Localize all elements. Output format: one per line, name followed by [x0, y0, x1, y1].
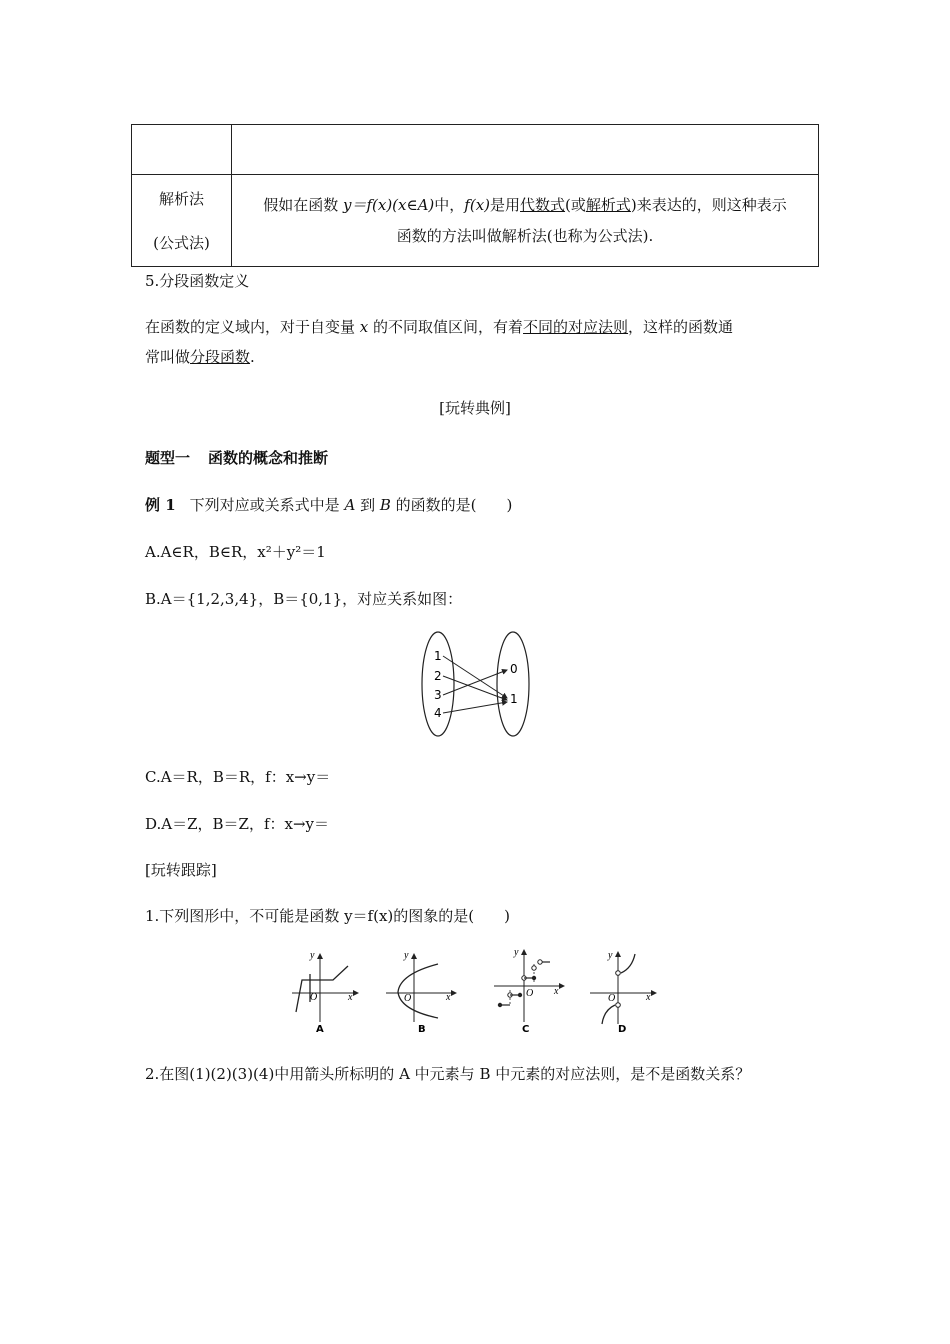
open-point [616, 971, 621, 976]
table-cell-empty-left [132, 125, 232, 175]
mapping-diagram [415, 628, 535, 740]
axis-x-label: x [646, 992, 651, 1003]
axis-y-label: y [608, 950, 613, 961]
graph-c [494, 947, 564, 1035]
graph-d-upper-curve [621, 954, 635, 973]
axis-y-label: y [310, 950, 315, 961]
graph-d [590, 950, 656, 1035]
label-line1: 解析法 [158, 189, 204, 208]
underlined-term: 代数式 [520, 195, 566, 214]
origin-label: O [526, 988, 534, 999]
analytic-method-label [132, 175, 232, 267]
tracking-section-title: [玩转跟踪] [145, 861, 217, 879]
table-row-analytic [132, 175, 819, 267]
open-point [532, 966, 536, 970]
piecewise-definition-line1: 在函数的定义域内，对于自变量 x 的不同取值区间，有着不同的对应法则，这样的函数通 [145, 318, 734, 336]
graph-a [292, 950, 358, 1035]
graph-b [386, 950, 456, 1035]
formula-y-fx: y＝f(x)(x∈A) [342, 195, 435, 214]
set-a-ellipse [422, 632, 454, 736]
closed-point [532, 976, 536, 980]
type1-heading: 题型一 函数的概念和推断 [145, 449, 329, 467]
representation-table [131, 124, 819, 267]
option-a: A.A∈R，B∈R，x²＋y²＝1 [145, 543, 326, 561]
option-d: D.A＝Z，B＝Z，f：x→y＝ [145, 815, 330, 833]
set-a-element: 3 [434, 688, 442, 702]
set-b-ellipse [497, 632, 529, 736]
axis-y-label: y [514, 947, 519, 958]
set-a-element: 2 [434, 669, 442, 683]
axis-x-label: x [446, 992, 451, 1003]
graph-a-curve [296, 966, 348, 1012]
closed-point [498, 1003, 502, 1007]
graph-c-label: C [522, 1024, 530, 1035]
option-b: B.A＝{1,2,3,4}，B＝{0,1}，对应关系如图： [145, 590, 463, 608]
axis-y-label: y [404, 950, 409, 961]
open-point [616, 1003, 621, 1008]
section-heading-piecewise: 5.分段函数定义 [145, 272, 250, 290]
graph-d-label: D [618, 1024, 627, 1035]
origin-label: O [310, 992, 318, 1003]
axis-x-label: x [554, 986, 559, 997]
set-a-element: 4 [434, 706, 442, 720]
open-point [538, 960, 542, 964]
example1-stem: 例 1 下列对应或关系式中是 A 到 B 的函数的是( ) [145, 496, 513, 514]
graph-b-parabola [398, 964, 438, 1018]
question-1: 1.下列图形中，不可能是函数 y＝f(x)的图象的是( ) [145, 907, 510, 925]
set-b-element: 0 [510, 662, 518, 676]
table-row-empty [132, 125, 819, 175]
label-line2: (公式法) [153, 233, 210, 252]
closed-point [518, 993, 522, 997]
table-cell-empty-right [232, 125, 819, 175]
graph-options [288, 944, 668, 1036]
analytic-method-desc: 假如在函数 y＝f(x)(x∈A)中，f(x)是用代数式(或解析式)来表达的，则这种表示 函数的方法叫做解析法(也称为公式法). [232, 175, 819, 267]
desc-line2: 函数的方法叫做解析法(也称为公式法). [396, 226, 654, 245]
origin-label: O [404, 993, 412, 1004]
set-b-element: 1 [510, 692, 518, 706]
underlined-term: 解析式 [585, 195, 631, 214]
axis-x-label: x [348, 992, 353, 1003]
examples-section-title: [玩转典例] [439, 399, 511, 417]
graph-d-lower-curve [602, 1005, 615, 1024]
set-a-element: 1 [434, 649, 442, 663]
origin-label: O [608, 993, 616, 1004]
graph-a-label: A [316, 1024, 324, 1035]
graph-b-label: B [418, 1024, 426, 1035]
piecewise-definition-line2: 常叫做分段函数. [145, 348, 255, 366]
question-2: 2.在图(1)(2)(3)(4)中用箭头所标明的 A 中元素与 B 中元素的对应法则，是不是函数关系？ [145, 1065, 751, 1083]
option-c: C.A＝R，B＝R，f：x→y＝ [145, 768, 331, 786]
